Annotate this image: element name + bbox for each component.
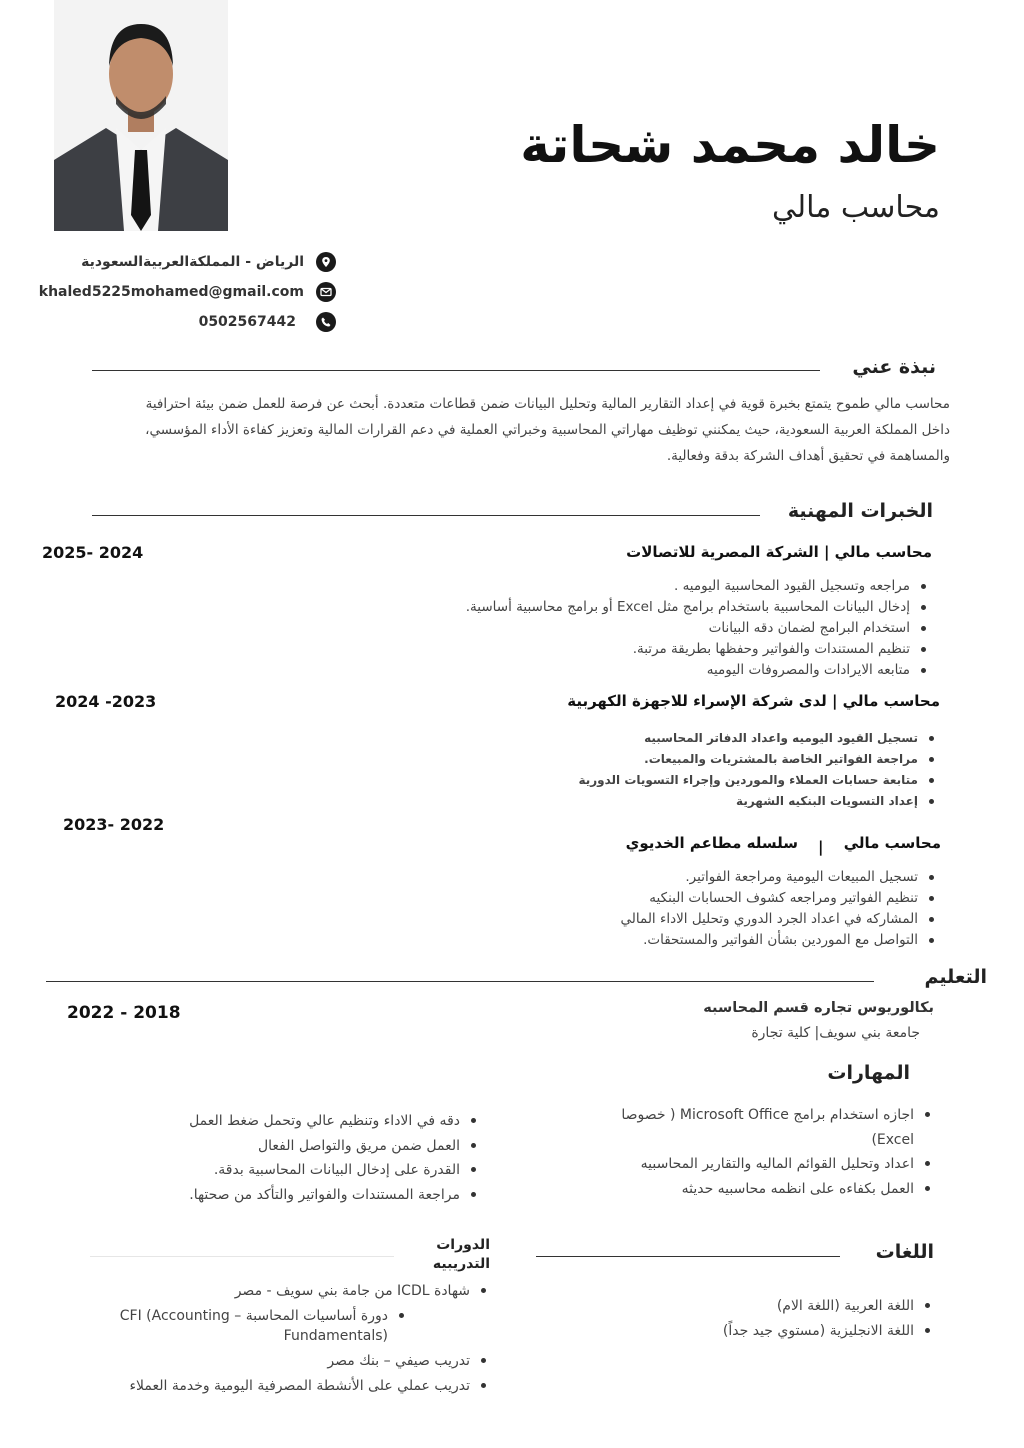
job-3-duty: تسجيل المبيعات اليومية ومراجعة الفواتير. [516,867,936,888]
education-degree: بكالوريوس تجاره قسم المحاسبه [703,1000,934,1016]
email-text[interactable]: khaled5225mohamed@gmail.com [38,284,304,300]
skill-item: القدرة على إدخال البيانات المحاسبية بدقة. [158,1158,478,1183]
language-item: اللغة العربية (اللغة الام) [632,1294,932,1319]
education-date: 2022 - 2018 [67,1003,181,1023]
contact-email-row [40,280,336,304]
job-3-duty: التواصل مع الموردين بشأن الفواتير والمستحقات. [516,930,936,951]
job-2-duty: إعداد التسويات البنكيه الشهرية [516,791,936,812]
skill-item: اجازه استخدام برامج Microsoft Office ( خصوصا Excel) [602,1103,932,1152]
skills-list-technical [602,1103,932,1201]
experience-divider [92,515,760,516]
job-1-duty: تنظيم المستندات والفواتير وحفظها بطريقة مرتبة. [368,639,928,660]
job-3-duties [516,867,936,951]
courses-divider [90,1256,394,1257]
candidate-name: خالد محمد شحاتة [520,116,940,174]
job-role: محاسب مالي [771,190,940,225]
job-3-date: 2023- 2022 [63,815,165,834]
experience-heading: الخبرات المهنية [787,500,933,522]
courses-heading-line-2: التدريبيه [432,1256,490,1272]
job-3-title-separator: | [818,838,824,856]
job-1-title: محاسب مالي | الشركة المصرية للاتصالات [626,543,932,561]
job-1-duties [368,576,928,681]
job-2-title: محاسب مالي | لدى شركة الإسراء للاجهزة الكهربية [567,692,940,710]
languages-divider [536,1256,840,1257]
languages-list [632,1294,932,1343]
skill-item: مراجعة المستندات والفواتير والتأكد من صحتها. [158,1183,478,1208]
skill-item: دقه في الاداء وتنظيم عالي وتحمل ضغط العمل [158,1109,478,1134]
contact-phone-row [40,310,336,334]
job-3-title-role: محاسب مالي [843,834,941,852]
job-1-duty: متابعه الايرادات والمصروفات اليوميه [368,660,928,681]
profile-photo-image [54,0,228,231]
job-2-duty: متابعة حسابات العملاء والموردين وإجراء التسويات الدورية [516,770,936,791]
skill-item: العمل ضمن مريق والتواصل الفعال [158,1134,478,1159]
course-item: تدريب صيفي – بنك مصر [88,1351,488,1371]
course-item: تدريب عملي على الأنشطة المصرفية اليومية وخدمة العملاء [88,1376,488,1396]
skill-item: اعداد وتحليل القوائم الماليه والتقارير المحاسبيه [602,1152,932,1177]
skills-heading: المهارات [827,1062,910,1084]
job-2-duty: مراجعة الفواتير الخاصة بالمشتريات والمبيعات. [516,749,936,770]
job-3-duty: المشاركه في اعداد الجرد الدوري وتحليل الاداء المالي [516,909,936,930]
job-1-duty: مراجعه وتسجيل القيود المحاسبية اليوميه . [368,576,928,597]
phone-text[interactable]: 0502567442 [198,314,296,330]
job-3-title-company: سلسله مطاعم الخديوي [625,834,798,852]
education-heading: التعليم [924,966,987,988]
email-icon [316,282,336,302]
about-text: محاسب مالي طموح يتمتع بخبرة قوية في إعداد التقارير المالية وتحليل البيانات ضمن قطاعات متعددة. أبحث عن فرصة للعمل ضمن بيئة احترافية داخل المملكة العربية السعودية، حيث يمكنني توظيف مهاراتي المحاسبية وخبراتي العملية في دعم القرارات المالية وتعزيز كفاءة الأداء المؤسسي، والمساهمة في تحقيق أهداف الشركة بدقة وفعالية. [145,396,950,464]
language-item: اللغة الانجليزية (مستوي جيد جداً) [632,1319,932,1344]
skills-list-soft [158,1109,478,1207]
languages-heading: اللغات [875,1241,934,1263]
job-1-duty: إدخال البيانات المحاسبية باستخدام برامج مثل Excel أو برامج محاسبية أساسية. [368,597,928,618]
education-school: جامعة بني سويف| كلية تجارة [751,1025,920,1041]
courses-heading [433,1236,490,1274]
job-2-duty: تسجيل القيود اليوميه واعداد الدفاتر المحاسبيه [516,728,936,749]
skill-item: العمل بكفاءه على انظمه محاسبيه حديثه [602,1177,932,1202]
location-text: الرياض - المملكةالعربيةالسعودية [81,254,304,270]
about-divider [92,370,820,371]
about-heading: نبذة عني [852,356,936,378]
job-1-duty: استخدام البرامج لضمان دقه البيانات [368,618,928,639]
course-item: شهادة ICDL من جامة بني سويف - مصر [88,1281,488,1301]
profile-photo [54,0,228,231]
job-2-duties [516,728,936,812]
job-3-duty: تنظيم الفواتير ومراجعه كشوف الحسابات البنكيه [516,888,936,909]
courses-heading-line-1: الدورات [436,1237,490,1253]
job-2-date: 2024 -2023 [55,692,157,711]
job-1-date: 2025- 2024 [42,543,144,562]
contact-location-row [40,250,336,274]
course-item: دورة أساسيات المحاسبة – CFI (Accounting Fundamentals) [88,1306,406,1346]
location-icon [316,252,336,272]
courses-list [88,1281,488,1396]
phone-icon [316,312,336,332]
education-divider [46,981,874,982]
